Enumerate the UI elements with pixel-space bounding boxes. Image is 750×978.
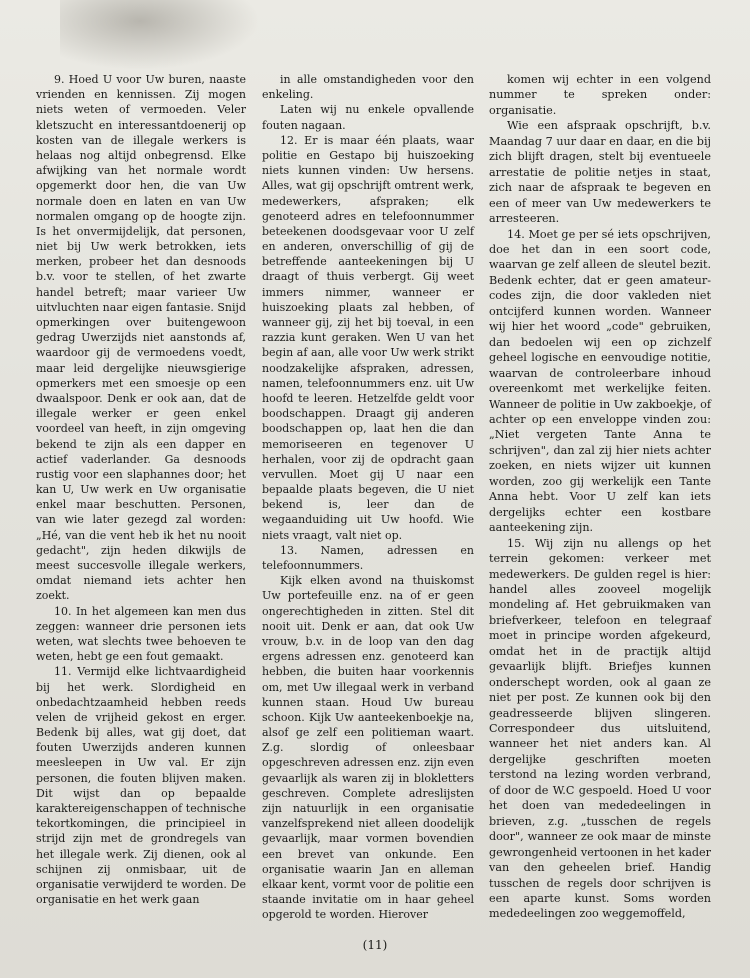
paragraph: 12. Er is maar één plaats, waar politie en Gestapo bij huiszoeking niets kunnen vinden: Uw hersens. Alles, wat gij opschrijft omtrent werk, medewerkers, afspraken; elk genoteerd adres en telefoonnummer beteekenen doodsgevaar voor U zelf en anderen, onverschillig of gij de betreffende aanteekeningen bij U draagt of thuis verbergt. Gij weet immers nimmer, wanneer er huiszoeking plaats zal hebben, of wanneer gij, zij het bij toeval, in een razzia kunt geraken. Wen U van het begin af aan, alle voor Uw werk strikt noodzakelijke afspraken, adressen, namen, telefoonnummers enz. uit Uw hoofd te leeren. Hetzelfde geldt voor boodschappen. Draagt gij anderen boodschappen op, laat hen die dan memoriseeren en tegenover U herhalen, voor zij de opdracht gaan vervullen. Moet gij U naar een bepaalde plaats begeven, die U niet bekend is, leer dan de wegaanduiding uit Uw hoofd. Wie niets vraagt, valt niet op. xyxy=(262,133,474,542)
paper-stain xyxy=(60,0,260,70)
paragraph: in alle omstandigheden voor den enkeling. xyxy=(262,73,474,102)
text-column-2 xyxy=(262,72,474,923)
paragraph: Wie een afspraak opschrijft, b.v. Maandag 7 uur daar en daar, en die bij zich blijft dragen, stelt bij eventueele arrestatie de politie netjes in staat, zich naar de afspraak te begeven en een of meer van Uw medewerkers te arresteeren. xyxy=(489,119,711,226)
paragraph: 14. Moet ge per sé iets opschrijven, doe het dan in een soort code, waarvan ge zelf alleen de sleutel bezit. Bedenk echter, dat er geen amateur-codes zijn, die door vakleden niet ontcijferd kunnen worden. Wanneer wij hier het woord „code" gebruiken, dan bedoelen wij een op zichzelf geheel logische en eenvoudige notitie, waarvan de controleerbare inhoud overeenkomt met werkelijke feiten. Wanneer de politie in Uw zakboekje, of achter op een enveloppe vinden zou: „Niet vergeten Tante Anna te schrijven", dan zal zij hier niets achter zoeken, en niets wijzer uit kunnen worden, zoo gij werkelijk een Tante Anna hebt. Voor U zelf kan iets dergelijks echter een kostbare aanteekening zijn. xyxy=(489,227,712,535)
paragraph: 13. Namen, adressen en telefoonnummers. xyxy=(262,543,474,572)
paragraph: 11. Vermijd elke lichtvaardigheid bij het werk. Slordigheid en onbedachtzaamheid hebben reeds velen de vrijheid gekost en erger. Bedenk bij alles, wat gij doet, dat fouten Uwerzijds anderen kunnen meesleepen in Uw val. Er zijn personen, die fouten blijven maken. Dit wijst dan op bepaalde karaktereigenschappen of technische tekortkomingen, die principieel in strijd zijn met de grondregels van het illegale werk. Zij dienen, ook al schijnen zij onmisbaar, uit de organisatie verwijderd te worden. De organisatie en het werk gaan xyxy=(36,665,246,907)
paragraph: 10. In het algemeen kan men dus zeggen: wanneer drie personen iets weten, wat slechts twee behoeven te weten, hebt ge een fout gemaakt. xyxy=(36,604,246,664)
text-column-1 xyxy=(36,72,246,907)
paragraph: 15. Wij zijn nu allengs op het terrein gekomen: verkeer met medewerkers. De gulden regel is hier: handel alles zooveel mogelijk mondeling af. Het gebruikmaken van briefverkeer, telefoon en telegraaf moet in principe worden afgekeurd, omdat het in de practijk altijd gevaarlijk blijft. Briefjes kunnen onderschept worden, ook al gaan ze niet per post. Ze kunnen ook bij den geadresseerde blijven slingeren. Correspondeer dus uitsluitend, wanneer het niet anders kan. Al dergelijke geschriften moeten terstond na lezing worden verbrand, of door de W.C gespoeld. Hoed U voor het doen van mededeelingen in brieven, z.g. „tusschen de regels door", wanneer ze ook maar de minste gewrongenheid vertoonen in het kader van den geheelen brief. Handig tusschen de regels door schrijven is een aparte kunst. Soms worden mededeelingen zoo weggemoffeld, xyxy=(489,536,711,921)
paragraph: 9. Hoed U voor Uw buren, naaste vrienden en kennissen. Zij mogen niets weten of vermoeden. Veler kletszucht en interessantdoenerij op kosten van de illegale werkers is helaas nog altijd onbegrensd. Elke afwijking van het normale wordt opgemerkt door hen, die van Uw normale doen en laten en van Uw normalen omgang op de hoogte zijn. Is het onvermijdelijk, dat personen, niet bij Uw werk betrokken, iets merken, probeer het dan desnoods b.v. voor te stellen, of het zwarte handel betreft; maar varieer Uw uitvluchten naar eigen fantasie. Snijd opmerkingen over buitengewoon gedrag Uwerzijds niet aanstonds af, waardoor gij de vermoedens voedt, maar leid dergelijke nieuwsgierige opmerkers met een smoesje op een dwaalspoor. Denk er ook aan, dat de illegale werker er geen enkel voordeel van heeft, in zijn omgeving bekend te zijn als een dapper en actief vaderlander. Ga desnoods rustig voor een slaphannes door; het kan U, Uw werk en Uw organisatie enkel maar beschutten. Personen, van wie later gezegd zal worden: „Hé, van die vent heb ik het nu nooit gedacht", zijn heden dikwijls de meest succesvolle illegale werkers, omdat niemand iets achter hen zoekt. xyxy=(36,73,246,603)
paragraph: Kijk elken avond na thuiskomst Uw portefeuille enz. na of er geen ongerechtigheden in zitten. Stel dit nooit uit. Denk er aan, dat ook Uw vrouw, b.v. in de loop van den dag ergens adressen enz. genoteerd kan hebben, die buiten haar voorkennis om, met Uw illegaal werk in verband kunnen staan. Houd Uw bureau schoon. Kijk Uw aanteekenboekje na, alsof ge zelf een politieman waart. Z.g. slordig of onleesbaar opgeschreven adressen enz. zijn even gevaarlijk als waren zij in blokletters geschreven. Complete adreslijsten zijn natuurlijk in een organisatie vanzelfsprekend niet alleen doodelijk gevaarlijk, maar vormen bovendien een brevet van onkunde. Een organisatie waarin Jan en alleman elkaar kent, vormt voor de politie een staande invitatie om in haar geheel opgerold te worden. Hierover xyxy=(262,574,474,922)
text-column-3 xyxy=(489,72,711,922)
paragraph: komen wij echter in een volgend nummer te spreken onder: organisatie. xyxy=(489,73,711,117)
paragraph: Laten wij nu enkele opvallende fouten nagaan. xyxy=(262,103,474,132)
page-number: (11) xyxy=(362,938,388,952)
